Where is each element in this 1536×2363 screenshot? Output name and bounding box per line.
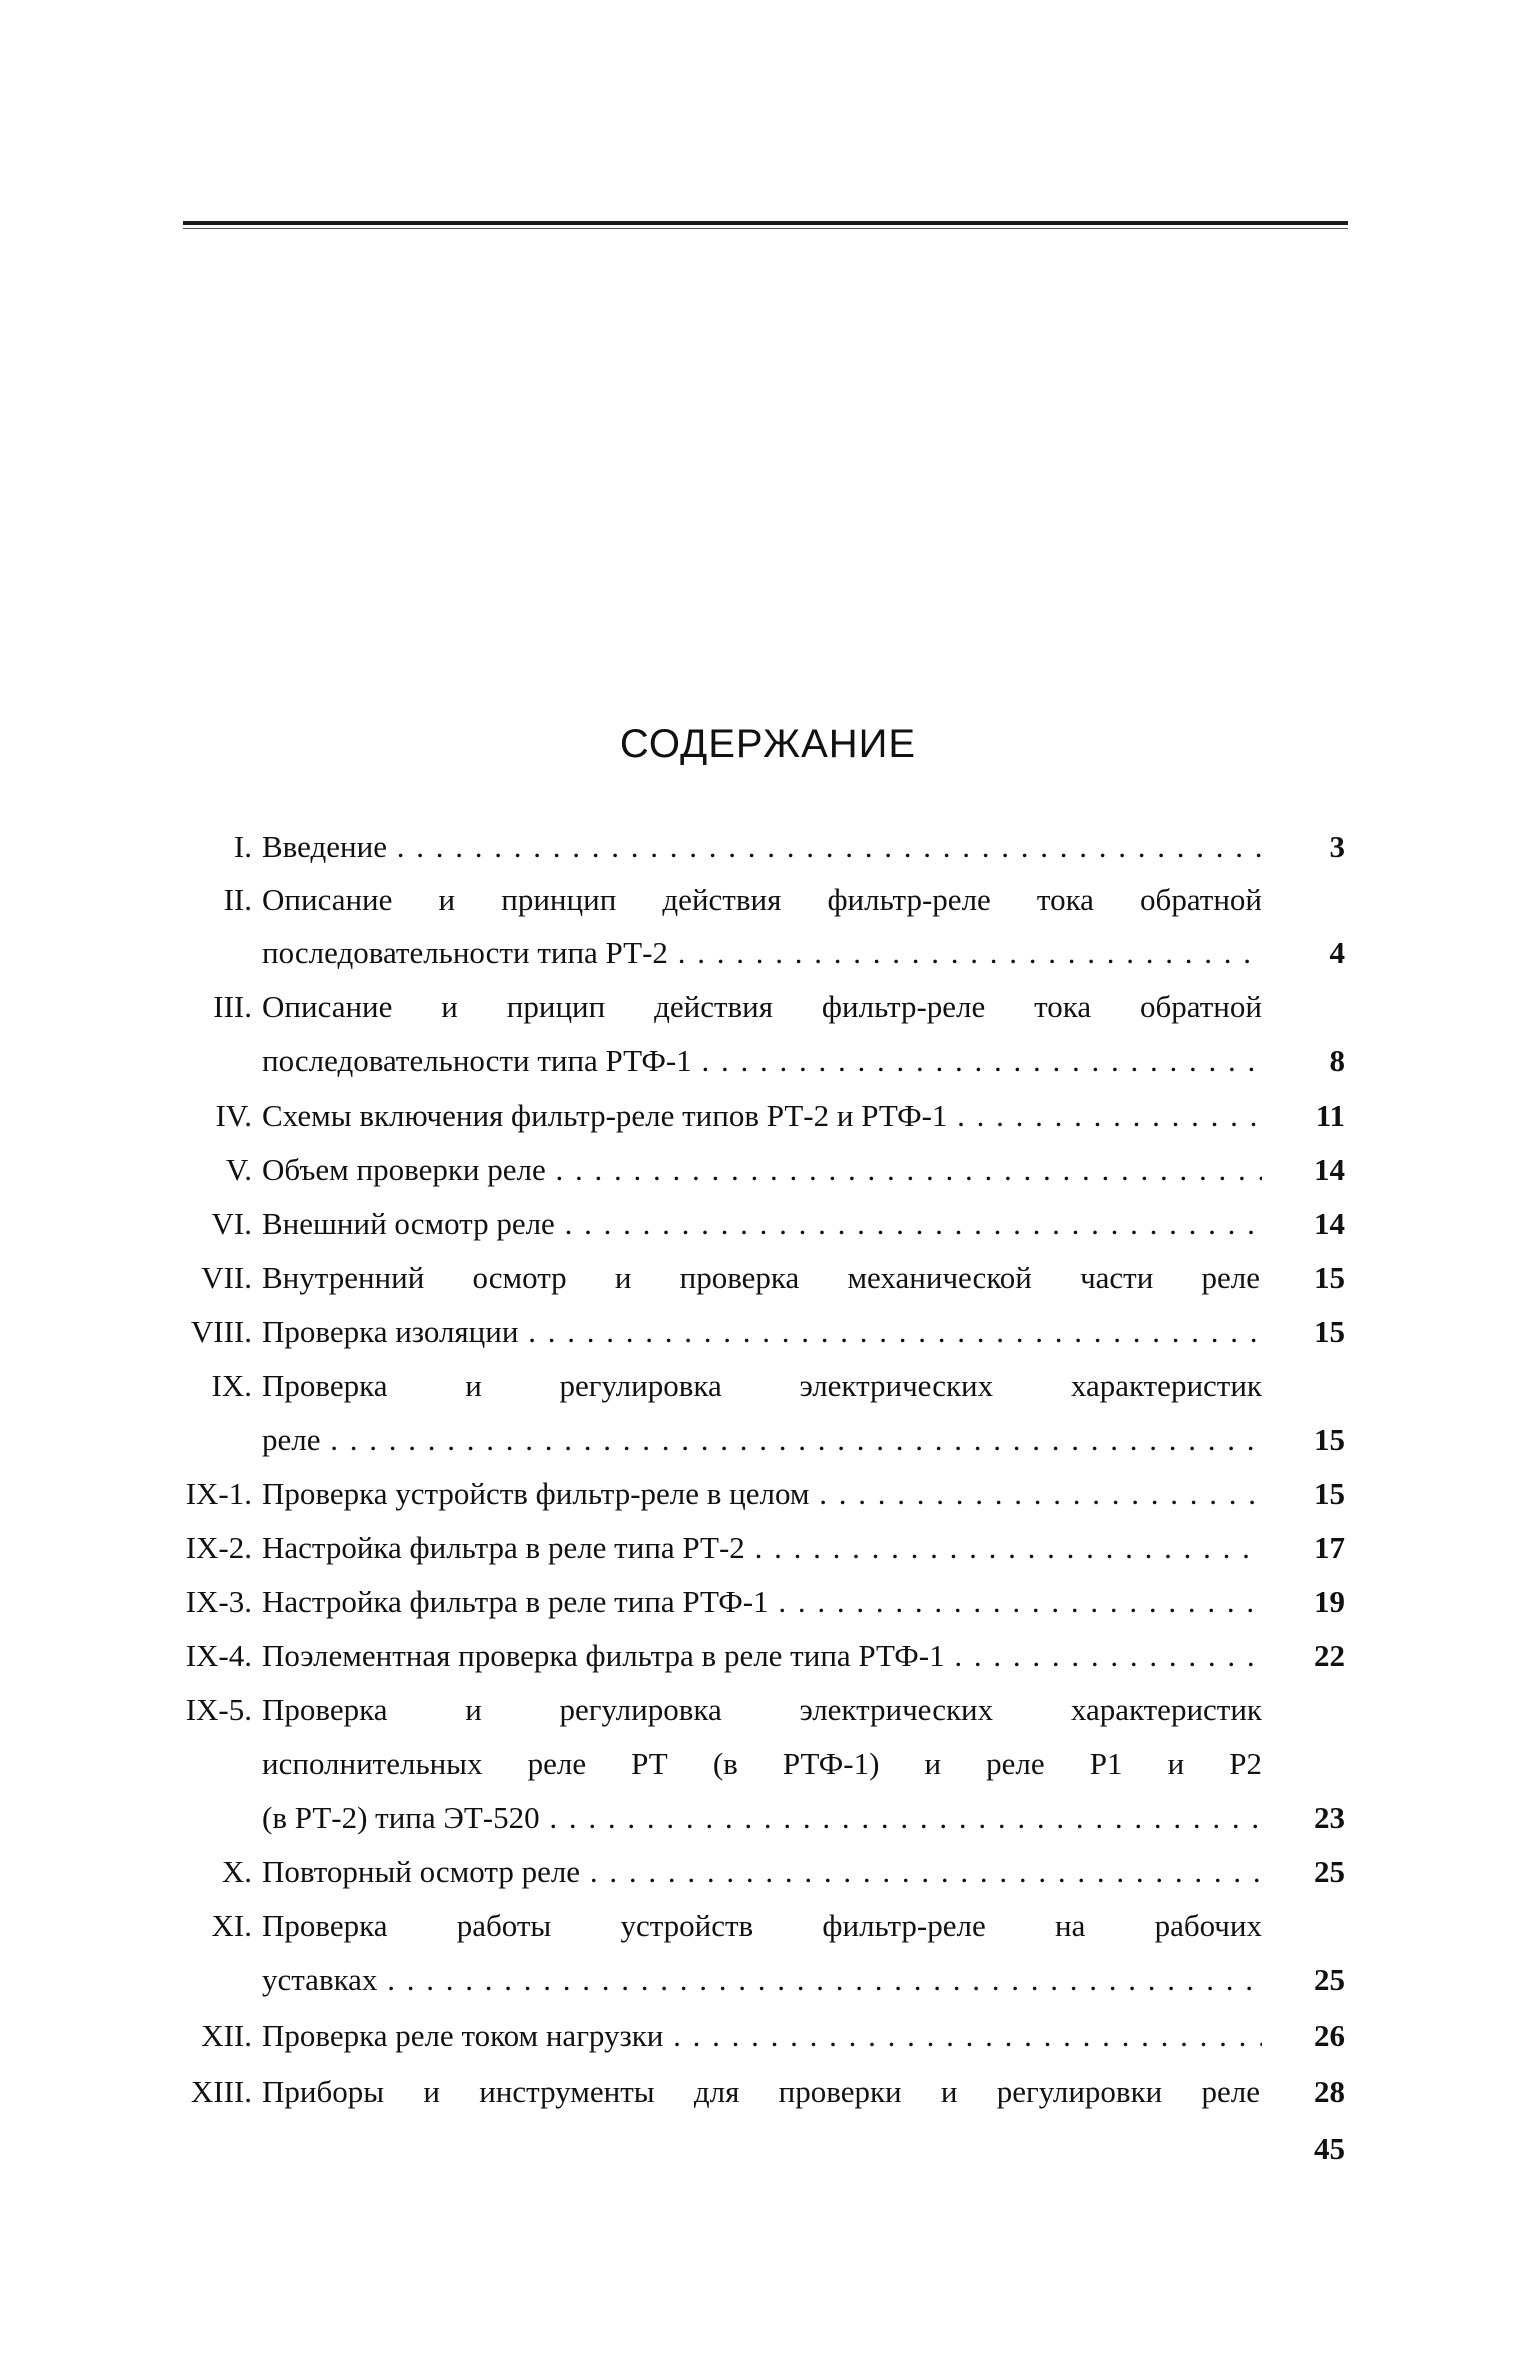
- entry-page: 15: [1314, 1260, 1345, 1295]
- entry-page: 17: [1314, 1530, 1345, 1565]
- entry-title: Проверка устройств фильтр-реле в целом . . .: [262, 1474, 1262, 1514]
- entry-page: 11: [1315, 1098, 1345, 1133]
- entry-title-continued: последовательности типа РТ-2 . . .: [262, 933, 1262, 973]
- entry-number: IX-3.: [185, 1584, 252, 1619]
- entry-page: 25: [1314, 1962, 1345, 1997]
- entry-number: XII.: [201, 2018, 252, 2053]
- entry-number: IV.: [215, 1098, 252, 1133]
- entry-title: Проверка работы устройств фильтр-реле на рабочих: [262, 1908, 1262, 1943]
- entry-title: Проверка реле током нагрузки . . .: [262, 2016, 1262, 2056]
- entry-page: 8: [1329, 1043, 1345, 1078]
- entry-number: III.: [213, 989, 252, 1024]
- page-title: СОДЕРЖАНИЕ: [619, 722, 917, 766]
- entry-title-continued: реле . . .: [262, 1420, 1262, 1460]
- entry-number: VI.: [211, 1206, 252, 1241]
- entry-page: 19: [1314, 1584, 1345, 1619]
- entry-page: 23: [1314, 1800, 1345, 1835]
- entry-title: Внешний осмотр реле . . .: [262, 1204, 1262, 1244]
- entry-number: IX-2.: [185, 1530, 252, 1565]
- entry-number: V.: [225, 1152, 252, 1187]
- entry-page: 26: [1314, 2018, 1345, 2053]
- entry-number: I.: [233, 829, 252, 864]
- entry-title: Настройка фильтра в реле типа РТ-2 . . .: [262, 1528, 1262, 1568]
- entry-title-continued: уставках . . .: [262, 1960, 1262, 2000]
- entry-number: XI.: [211, 1908, 252, 1943]
- entry-number: IX-5.: [185, 1692, 252, 1727]
- entry-title-continued: (в РТ-2) типа ЭТ-520 . . .: [262, 1798, 1262, 1838]
- entry-number: XIII.: [190, 2074, 252, 2109]
- entry-page: 4: [1329, 935, 1345, 970]
- entry-page: 14: [1314, 1206, 1345, 1241]
- entry-title: Поэлементная проверка фильтра в реле типа РТФ-1 . . .: [262, 1636, 1262, 1676]
- entry-page: 14: [1314, 1152, 1345, 1187]
- entry-title: Повторный осмотр реле . . .: [262, 1852, 1262, 1892]
- entry-number: IX-4.: [185, 1638, 252, 1673]
- entry-number: X.: [221, 1854, 252, 1889]
- entry-number: VIII.: [190, 1314, 252, 1349]
- entry-title: Проверка изоляции . . .: [262, 1312, 1262, 1352]
- entry-title: Проверка и регулировка электрических характеристик: [262, 1368, 1262, 1403]
- entry-page: 15: [1314, 1422, 1345, 1457]
- entry-page: 22: [1314, 1638, 1345, 1673]
- entry-title: Схемы включения фильтр-реле типов РТ-2 и РТФ-1 . . .: [262, 1096, 1262, 1136]
- entry-title-continued: последовательности типа РТФ-1 . . .: [262, 1041, 1262, 1081]
- entry-number: IX.: [211, 1368, 252, 1403]
- entry-page: 28: [1314, 2074, 1345, 2109]
- entry-title: Описание и принцип действия фильтр-реле тока обратной: [262, 882, 1262, 917]
- entry-title: Введение . . .: [262, 827, 1262, 867]
- entry-page: 25: [1314, 1854, 1345, 1889]
- entry-title: Объем проверки реле . . .: [262, 1150, 1262, 1190]
- entry-title: Приборы и инструменты для проверки и регулировки реле: [262, 2074, 1260, 2109]
- entry-title: Проверка и регулировка электрических характеристик: [262, 1692, 1262, 1727]
- entry-number: IX-1.: [185, 1476, 252, 1511]
- entry-title: Описание и прицип действия фильтр-реле тока обратной: [262, 989, 1262, 1024]
- entry-title: Внутренний осмотр и проверка механической части реле: [262, 1260, 1260, 1295]
- entry-number: VII.: [201, 1260, 252, 1295]
- entry-page: 15: [1314, 1476, 1345, 1511]
- entry-page: 3: [1329, 829, 1345, 864]
- entry-page: 15: [1314, 1314, 1345, 1349]
- entry-number: II.: [223, 882, 252, 917]
- entry-title-continued: исполнительных реле РТ (в РТФ-1) и реле Р1 и Р2: [262, 1746, 1262, 1781]
- entry-title: Настройка фильтра в реле типа РТФ-1 . . .: [262, 1582, 1262, 1622]
- page-number: 45: [1314, 2131, 1345, 2166]
